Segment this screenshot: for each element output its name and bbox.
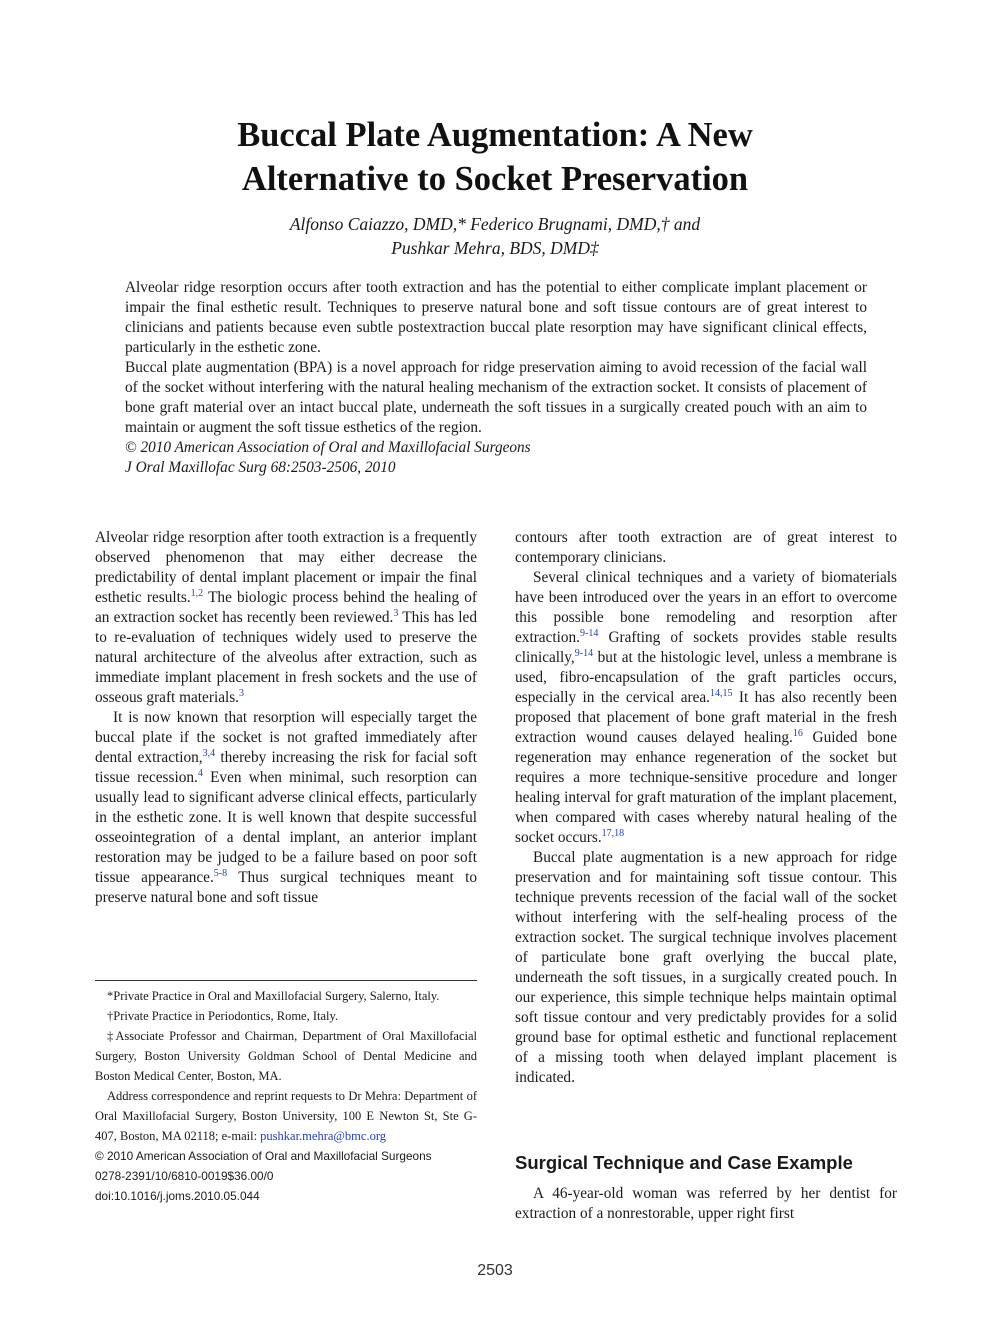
reference-link[interactable]: 5-8 <box>213 868 228 879</box>
reference-link[interactable]: 4 <box>197 768 203 779</box>
body-paragraph: contours after tooth extraction are of great interest to contemporary clinicians. <box>515 529 897 566</box>
abstract-copyright: © 2010 American Association of Oral and Maxillofacial Surgeons <box>125 439 531 456</box>
article-title <box>95 113 895 201</box>
authors-line-2: Pushkar Mehra, BDS, DMD‡ <box>391 238 599 258</box>
authors-line-1: Alfonso Caiazzo, DMD,* Federico Brugnami, DMD,† and <box>289 214 701 234</box>
footnote-doi: doi:10.1016/j.joms.2010.05.044 <box>95 1189 260 1203</box>
body-paragraph: Buccal plate augmentation is a new approach for ridge preservation and for maintaining soft tissue contour. This technique prevents recession of the facial wall of the socket without interfering with the self-healing process of the extraction socket. The surgical technique involves placement of particulate bone graft overlying the buccal plate, underneath the soft tissues, in a surgically created pouch. In our experience, this simple technique helps maintain optimal soft tissue contour and very predictably provides for a solid ground base for optimal esthetic and functional replacement of a missing tooth when delayed implant placement is indicated. <box>515 849 897 1086</box>
footnote-divider <box>95 980 477 981</box>
section-heading: Surgical Technique and Case Example <box>515 1152 853 1173</box>
body-paragraph: It is now known that resorption will especially target the buccal plate if the socket is not grafted immediately after dental extraction,$^{3,4}$ thereby increasing the risk for facial soft tissue recession.$^4$ Even when minimal, such resorption can usually lead to significant adverse clinical effects, particularly in the esthetic zone. It is well known that despite successful osseointegration of a dental implant, an anterior implant restoration may be judged to be a failure based on poor soft tissue appearance.$^{5-8}$ Thus surgical techniques meant to preserve natural bone and soft tissue <box>95 709 477 906</box>
journal-citation: J Oral Maxillofac Surg 68:2503-2506, 2010 <box>125 459 396 476</box>
abstract-paragraph-1: Alveolar ridge resorption occurs after tooth extraction and has the potential to either complicate implant placement or impair the final esthetic result. Techniques to preserve natural bone and soft tissue contours are of great interest to clinicians and patients because even subtle postextraction buccal plate resorption may have significant clinical effects, particularly in the esthetic zone. <box>125 279 867 356</box>
reference-link[interactable]: 17,18 <box>601 828 625 839</box>
footnote-affiliation-2: †Private Practice in Periodontics, Rome, Italy. <box>107 1009 339 1023</box>
reference-link[interactable]: 3,4 <box>202 748 216 759</box>
footnote-copyright: © 2010 American Association of Oral and Maxillofacial Surgeons <box>95 1149 432 1163</box>
footnotes <box>95 986 477 1206</box>
page-number: 2503 <box>477 1262 513 1279</box>
footnote-affiliation-1: *Private Practice in Oral and Maxillofacial Surgery, Salerno, Italy. <box>107 989 440 1003</box>
author-list <box>95 212 895 260</box>
abstract <box>125 278 867 478</box>
body-paragraph: Alveolar ridge resorption after tooth extraction is a frequently observed phenomenon that may either decrease the predictability of dental implant placement or impair the final esthetic results.$^{1,2}$ The biologic process behind the healing of an extraction socket has recently been reviewed.$^3$ This has led to re-evaluation of techniques widely used to preserve the natural architecture of the alveolus after extraction, such as immediate implant placement in fresh sockets and the use of osseous graft materials.$^3$ <box>95 529 478 706</box>
body-column-right <box>515 528 897 1088</box>
title-line-1: Buccal Plate Augmentation: A New <box>237 116 753 154</box>
footnote-issn: 0278-2391/10/6810-0019$36.00/0 <box>95 1169 274 1183</box>
body-paragraph: A 46-year-old woman was referred by her dentist for extraction of a nonrestorable, upper right first <box>515 1185 897 1222</box>
reference-link[interactable]: 3 <box>239 688 245 699</box>
email-link[interactable]: pushkar.mehra@bmc.org <box>260 1129 387 1143</box>
reference-link[interactable]: 3 <box>393 608 399 619</box>
footnote-correspondence: Address correspondence and reprint requests to Dr Mehra: Department of Oral Maxillofacial Surgery, Boston University, 100 E Newton St, Ste G-407, Boston, MA 02118; e-mail: pushkar.mehra@bmc.org <box>95 1089 477 1143</box>
reference-link[interactable]: 9-14 <box>579 628 599 639</box>
body-paragraph: Several clinical techniques and a variety of biomaterials have been introduced over the years in an effort to overcome this possible bone remodeling and resorption after extraction.$^{9-14}$ Grafting of sockets provides stable results clinically,$^{9-14}$ but at the histologic level, unless a membrane is used, fibro-encapsulation of the graft particles occurs, especially in the cervical area.$^{14,15}$ It has also recently been proposed that placement of bone graft material in the fresh extraction wound causes delayed healing.$^{16}$ Guided bone regeneration may enhance regeneration of the socket but requires a more technique-sensitive procedure and longer healing interval for graft maturation of the implant placement, when compared with cases whereby natural healing of the socket occurs.$^{17,18}$ <box>515 569 897 846</box>
body-column-right-continued <box>515 1184 897 1224</box>
footnote-affiliation-3: ‡Associate Professor and Chairman, Department of Oral Maxillofacial Surgery, Boston University Goldman School of Dental Medicine and Boston Medical Center, Boston, MA. <box>95 1029 477 1083</box>
reference-link[interactable]: 1,2 <box>190 588 204 599</box>
reference-link[interactable]: 9-14 <box>574 648 594 659</box>
reference-link[interactable]: 14,15 <box>710 688 733 699</box>
abstract-paragraph-2: Buccal plate augmentation (BPA) is a novel approach for ridge preservation aiming to avoid recession of the facial wall of the socket without interfering with the natural healing mechanism of the extraction socket. It consists of placement of bone graft material over an intact buccal plate, underneath the soft tissues in a surgically created pouch with an aim to maintain or augment the soft tissue esthetics of the region. <box>125 359 867 436</box>
body-column-left <box>95 528 477 908</box>
reference-link[interactable]: 16 <box>792 728 803 739</box>
title-line-2: Alternative to Socket Preservation <box>241 160 749 198</box>
